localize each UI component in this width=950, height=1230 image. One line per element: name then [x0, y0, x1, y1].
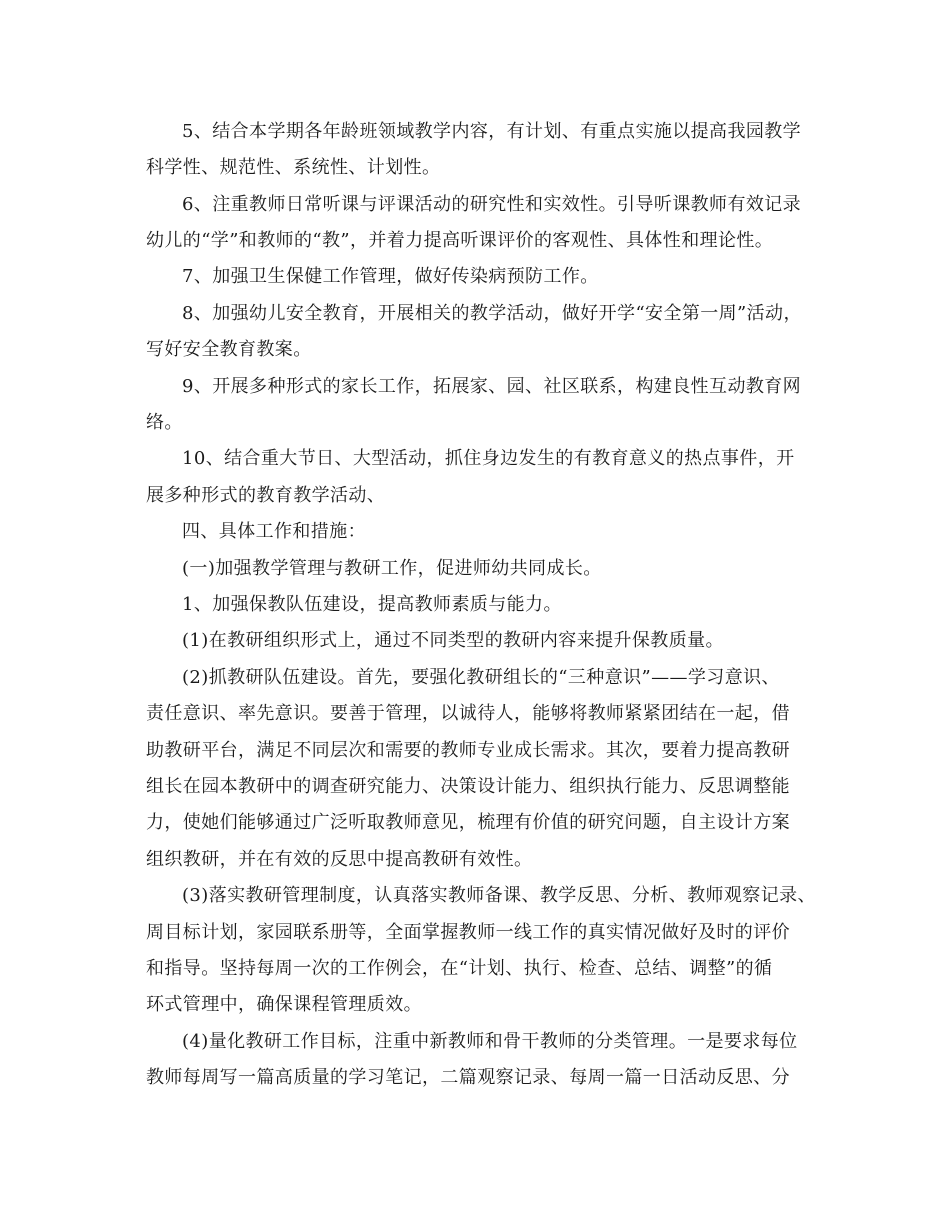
text-line: 络。 — [146, 412, 183, 433]
text-line: 9、开展多种形式的家长工作，拓展家、园、社区联系，构建良性互动教育网 — [182, 376, 802, 397]
text-line: (2)抓教研队伍建设。首先，要强化教研组长的“三种意识”——学习意识、 — [182, 667, 780, 688]
text-line: (1)在教研组织形式上，通过不同类型的教研内容来提升保教质量。 — [182, 630, 724, 651]
text-line: 组织教研，并在有效的反思中提高教研有效性。 — [146, 849, 533, 870]
text-line: (4)量化教研工作目标，注重中新教师和骨干教师的分类管理。一是要求每位 — [182, 1031, 798, 1052]
text-line: 8、加强幼儿安全教育，开展相关的教学活动，做好开学“安全第一周”活动， — [182, 303, 802, 324]
subsection-heading: (一)加强教学管理与教研工作，促进师幼共同成长。 — [182, 558, 602, 579]
text-line: 责任意识、率先意识。要善于管理，以诚待人，能够将教师紧紧团结在一起，借 — [146, 703, 790, 724]
text-line: 展多种形式的教育教学活动、 — [146, 485, 386, 506]
text-line: 教师每周写一篇高质量的学习笔记，二篇观察记录、每周一篇一日活动反思、分 — [146, 1067, 790, 1088]
text-line: 写好安全教育教案。 — [146, 339, 312, 360]
section-heading: 四、具体工作和措施： — [182, 521, 366, 542]
text-line: 科学性、规范性、系统性、计划性。 — [146, 157, 441, 178]
text-line: 5、结合本学期各年龄班领域教学内容，有计划、有重点实施以提高我园教学 — [182, 121, 802, 142]
text-line: 6、注重教师日常听课与评课活动的研究性和实效性。引导听课教师有效记录 — [182, 194, 802, 215]
text-line: 周目标计划，家园联系册等，全面掌握教师一线工作的真实情况做好及时的评价 — [146, 922, 790, 943]
text-line: 10、结合重大节日、大型活动，抓住身边发生的有教育意义的热点事件，开 — [182, 448, 795, 469]
text-line: 组长在园本教研中的调查研究能力、决策设计能力、组织执行能力、反思调整能 — [146, 776, 790, 797]
text-line: 助教研平台，满足不同层次和需要的教师专业成长需求。其次，要着力提高教研 — [146, 740, 790, 761]
text-line: 1、加强保教队伍建设，提高教师素质与能力。 — [182, 594, 562, 615]
text-line: 力，使她们能够通过广泛听取教师意见，梳理有价值的研究问题，自主设计方案 — [146, 812, 790, 833]
text-line: 7、加强卫生保健工作管理，做好传染病预防工作。 — [182, 266, 599, 287]
text-line: 和指导。坚持每周一次的工作例会，在“计划、执行、检查、总结、调整”的循 — [146, 958, 773, 979]
text-line: 幼儿的“学”和教师的“教”，并着力提高听课评价的客观性、具体性和理论性。 — [146, 230, 774, 251]
text-line: (3)落实教研管理制度，认真落实教师备课、教学反思、分析、教师观察记录、 — [182, 885, 816, 906]
text-line: 环式管理中，确保课程管理质效。 — [146, 994, 422, 1015]
